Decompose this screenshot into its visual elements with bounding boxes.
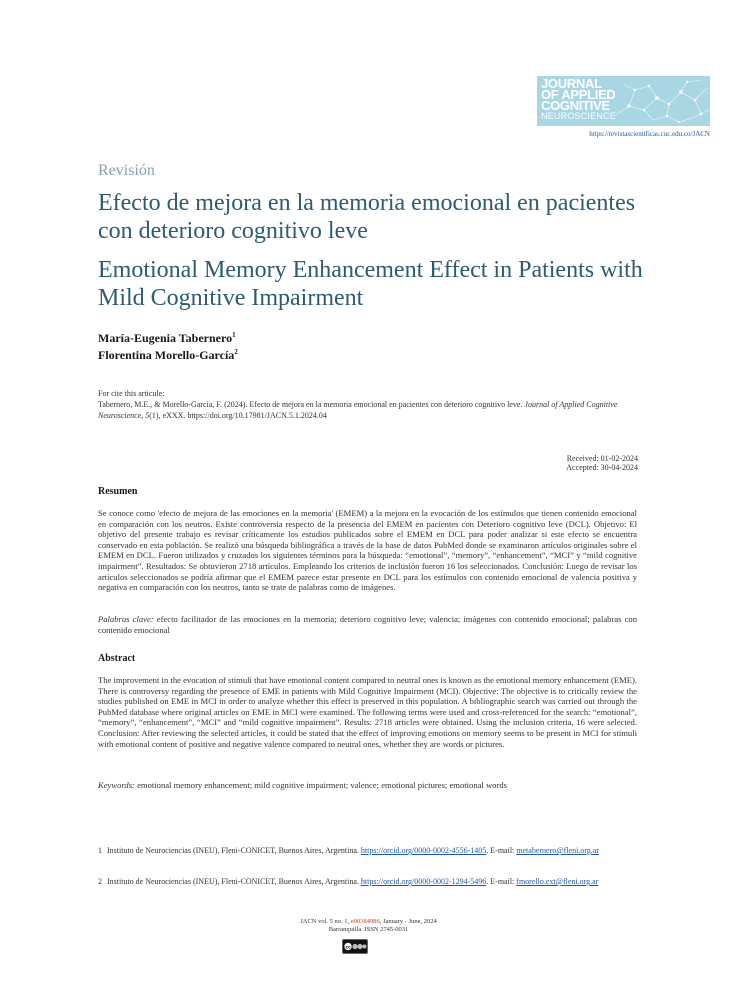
- footnote-2: [98, 877, 626, 887]
- email-label: . E-mail:: [486, 846, 517, 855]
- keywords-label: Palabras clave:: [98, 614, 154, 624]
- creative-commons-license-icon[interactable]: [342, 939, 368, 954]
- author-affiliation-mark: 1: [232, 331, 236, 339]
- footer-article-id: e00384986: [350, 918, 380, 925]
- footer-line-1: [0, 918, 737, 926]
- footnote-affiliation: Instituto de Neurociencias (INEU), Fleni-CONICET, Buenos Aires, Argentina.: [107, 846, 361, 855]
- palabras-clave: [98, 614, 637, 635]
- footnote-1: [98, 846, 626, 856]
- journal-logo-text: [541, 78, 616, 122]
- neuron-network-graphic: [609, 76, 710, 126]
- citation-block: [98, 388, 638, 421]
- author-affiliation-mark: 2: [234, 348, 238, 356]
- abstract-heading: Abstract: [98, 653, 136, 664]
- footnote-number: 2: [98, 877, 102, 886]
- journal-logo: [537, 76, 710, 126]
- author-name: Florentina Morello-García: [98, 348, 235, 362]
- received-date: Received: 01-02-2024: [566, 454, 638, 463]
- citation-label: For cite this articule:: [98, 389, 165, 398]
- dates-block: [566, 454, 638, 472]
- svg-text:cc: cc: [345, 945, 351, 951]
- footnote-body: [107, 877, 626, 887]
- abstract-text: The improvement in the evocation of stimuli that have emotional content compared to neutral ones is known as the emotional memory enhancement (EME). There is controversy regarding the presence of EME in patients with Mild Cognitive Impairment (MCI). Objective: The objective is to critically review the studies published on EME in MCI in order to analyze whether this effect is preserved in this population. A bibliographic search was carried out through the PubMed database where original articles on EME in MCI were examined. The following terms were used and cross-referenced for the search: “emotional”, “memory”, “enhancement”, “MCI” and “mild cognitive impairment”. Results: 2718 articles were obtained. Using the inclusion criteria, 16 were selected. Conclusion: After reviewing the selected articles, it could be stated that the effect of improving emotions on memory seems to be present in MCI for stimuli with emotional content of positive and negative valence compared to neutral ones, whether they are words or pictures.: [98, 675, 637, 749]
- citation-text: [98, 399, 638, 421]
- logo-line: NEUROSCIENCE: [541, 111, 616, 121]
- title-spanish: Efecto de mejora en la memoria emocional en pacientes con deterioro cognitivo leve: [98, 190, 636, 244]
- author-1: [98, 331, 236, 346]
- footer-journal: JACN vol. 5 no. 1,: [300, 918, 351, 925]
- citation-text-part: Tabernero, M.E., & Morello-García, F. (2024). Efecto de mejora en la memoria emocional en pacientes con deterioro cognitivo leve.: [98, 400, 525, 409]
- author-2: [98, 348, 238, 363]
- email-label: . E-mail:: [486, 877, 517, 886]
- title-english: Emotional Memory Enhancement Effect in Patients with Mild Cognitive Impairment: [98, 257, 643, 311]
- footnote-body: [107, 846, 626, 856]
- citation-journal: Journal of Applied Cognitive Neuroscience, 5: [98, 400, 618, 420]
- citation-doi: (1), eXXX. https://doi.org/10.17981/JACN.5.1.2024.04: [149, 411, 327, 420]
- keywords-text: efecto facilitador de las emociones en la memoria; deterioro cognitivo leve; valencia; imágenes con contenido emocional; palabras con contenido emocional: [98, 614, 637, 635]
- footer-line-2: Barranquilla. ISSN 2745-0031: [328, 926, 409, 933]
- page-footer: [0, 918, 737, 934]
- orcid-link[interactable]: https://orcid.org/0000-0002-4556-1405: [360, 846, 487, 855]
- keywords-text: emotional memory enhancement; mild cognitive impairment; valence; emotional pictures; emotional words: [134, 780, 507, 790]
- section-label: Revisión: [98, 162, 155, 179]
- accepted-date: Accepted: 30-04-2024: [566, 463, 638, 472]
- logo-line: JOURNAL: [541, 76, 602, 91]
- logo-line: OF APPLIED: [541, 87, 616, 102]
- email-link[interactable]: metabernero@fleni.org.ar: [516, 846, 600, 855]
- email-link[interactable]: fmorello.ext@fleni.org.ar: [516, 877, 599, 886]
- keywords-label: Keywords:: [98, 780, 135, 790]
- keywords: [98, 780, 637, 791]
- footnote-affiliation: Instituto de Neurociencias (INEU), Fleni-CONICET, Buenos Aires, Argentina.: [107, 877, 361, 886]
- journal-url[interactable]: https://revistascientificas.cuc.edu.co/JACN: [589, 130, 710, 138]
- footnote-number: 1: [98, 846, 102, 855]
- logo-line: COGNITIVE: [541, 98, 610, 113]
- resumen-text: Se conoce como 'efecto de mejora de las emociones en la memoria' (EMEM) a la mejora en la evocación de los estímulos que tienen contenido emocional en comparación con los neutros. Existe controversia respecto de la presencia del EMEM en pacientes con Deterioro cognitivo leve (DCL). Objetivo: El objetivo del presente trabajo es revisar críticamente los estudios publicados sobre el EMEM en DCL para poder analizar si este efecto se encuentra conservado en esta población. Se realizó una búsqueda bibliográfica a través de la base de datos PubMed donde se examinaron artículos originales sobre el EMEM en DCL. Fueron utilizados y cruzados los siguientes términos para la búsqueda: “emotional”, “memory”, “enhancement”, “MCI” y “mild cognitive impairment”. Resultados: Se obtuvieron 2718 artículos. Empleando los criterios de inclusión fueron 16 los seleccionados. Conclusión: Luego de revisar los artículos seleccionados se podría afirmar que el EMEM parece estar presente en DCL para los estímulos con contenido emocional de valencia positiva y negativa en comparación con los neutros, tanto se trate de palabras como de imágenes.: [98, 508, 637, 593]
- orcid-link[interactable]: https://orcid.org/0000-0002-1294-5496: [360, 877, 487, 886]
- author-name: María-Eugenia Tabernero: [98, 331, 233, 345]
- resumen-heading: Resumen: [98, 486, 138, 497]
- footer-date: , January - June, 2024: [379, 918, 437, 925]
